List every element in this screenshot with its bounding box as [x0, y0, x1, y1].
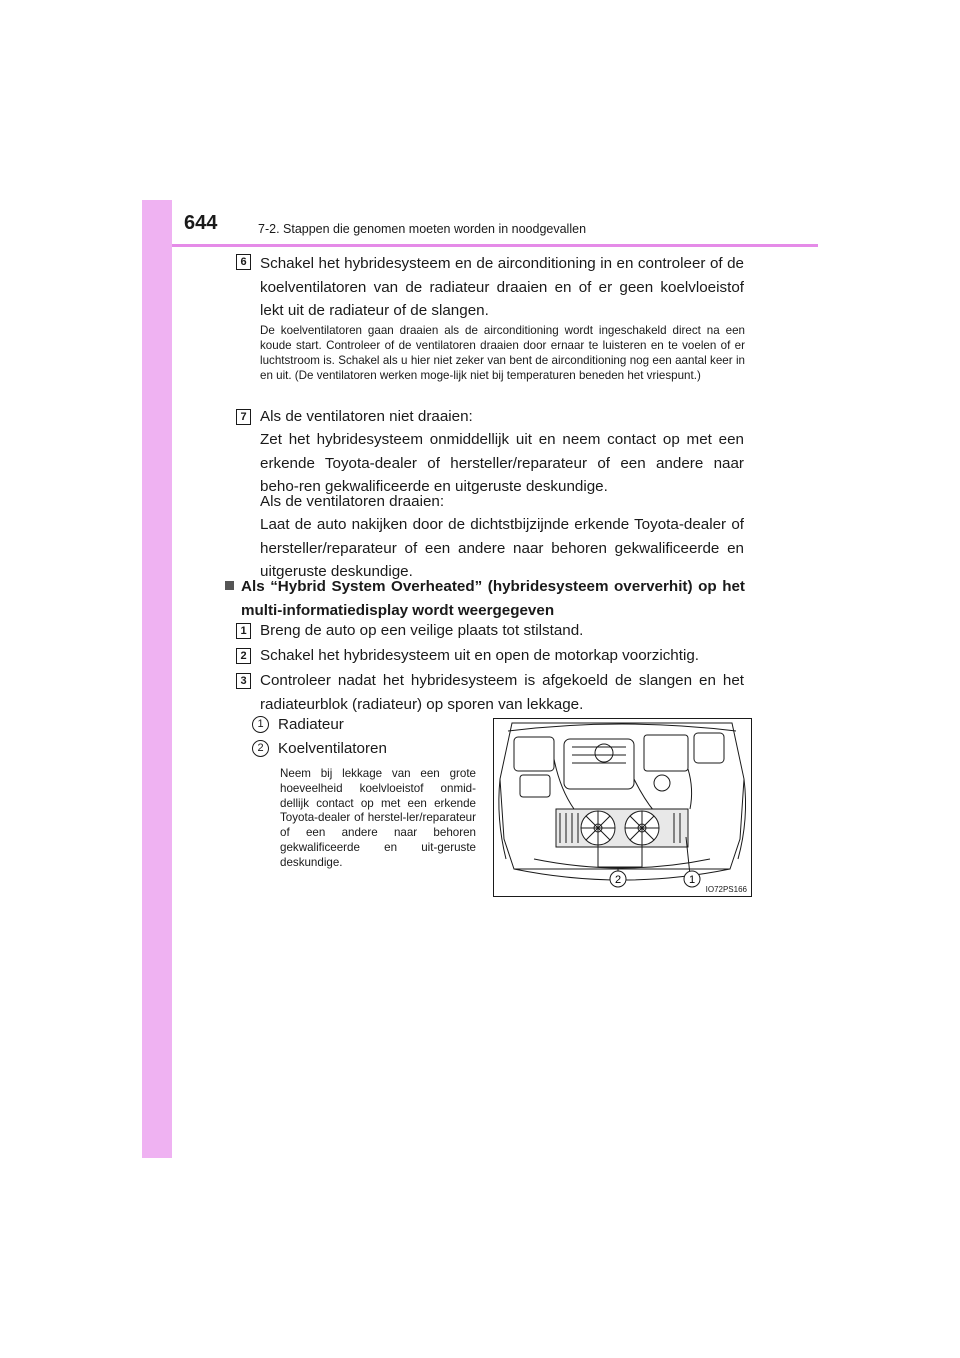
step-1-text: Breng de auto op een veilige plaats tot stilstand. [260, 622, 584, 639]
section-heading: Als “Hybrid System Overheated” (hybridesysteem oververhit) op het multi-informatiedisplay wordt weergegeven [241, 578, 745, 619]
step-7-case2-title: Als de ventilatoren draaien: [260, 493, 445, 510]
step-number-2: 2 [236, 648, 251, 664]
sidebar-tab [142, 200, 172, 1158]
step-number-6: 6 [236, 254, 251, 270]
callout-number-2: 2 [252, 740, 269, 757]
legend-label-fans: Koelventilatoren [278, 740, 387, 757]
engine-bay-figure [493, 718, 752, 897]
legend-note: Neem bij lekkage van een grote hoeveelheid koelvloeistof onmid-dellijk contact op met een erkende Toyota-dealer of herstel-ler/reparateur of een andere naar behoren gekwalificeerde en uit-geruste deskundige. [280, 767, 476, 869]
header-divider [172, 244, 818, 247]
step-7-case1-title: Als de ventilatoren niet draaien: [260, 408, 473, 425]
step-number-7: 7 [236, 409, 251, 425]
callout-1-label: 1 [688, 874, 696, 886]
callout-1-marker [684, 871, 700, 887]
page-number: 644 [184, 212, 218, 234]
figure-code: IO72PS166 [705, 885, 747, 894]
callout-2-marker [610, 871, 626, 887]
step-7-case1-text: Zet het hybridesysteem onmiddellijk uit en neem contact op met een erkende Toyota-dealer of hersteller/reparateur of een andere naar beho-ren gekwalificeerde en uitgeruste deskundige. [260, 431, 744, 495]
legend-label-radiator: Radiateur [278, 716, 344, 733]
legend-item-fans [252, 740, 387, 757]
step-3-text: Controleer nadat het hybridesysteem is afgekoeld de slangen en het radiateurblok (radiateur) op sporen van lekkage. [260, 672, 744, 713]
step-6-text: Schakel het hybridesysteem en de airconditioning in en controleer of de koelventilatoren van de radiateur draaien en of er geen koelvloeistof lekt uit de radiateur of de slangen. [260, 255, 744, 319]
step-number-1: 1 [236, 623, 251, 639]
heading-bullet [225, 581, 234, 590]
section-title: 7-2. Stappen die genomen moeten worden in noodgevallen [258, 222, 587, 236]
legend-item-radiator [252, 716, 344, 733]
step-number-3: 3 [236, 673, 251, 689]
callout-number-1: 1 [252, 716, 269, 733]
callout-2-label: 2 [614, 874, 622, 886]
step-6-note: De koelventilatoren gaan draaien als de airconditioning wordt ingeschakeld direct na een koude start. Controleer of de ventilatoren draaien door ernaar te luisteren en te voelen of er luchtstroom is. Schakel als u hier niet zeker van bent de airconditioning nog een aantal keer in en uit. (De ventilatoren werken moge-lijk niet bij temperaturen beneden het vriespunt.) [260, 324, 745, 382]
engine-bay-illustration [494, 719, 751, 896]
step-2-text: Schakel het hybridesysteem uit en open de motorkap voorzichtig. [260, 647, 699, 664]
step-7-case2-text: Laat de auto nakijken door de dichtstbijzijnde erkende Toyota-dealer of hersteller/reparateur of een andere naar behoren gekwalificeerde en uitgeruste deskundige. [260, 516, 744, 580]
